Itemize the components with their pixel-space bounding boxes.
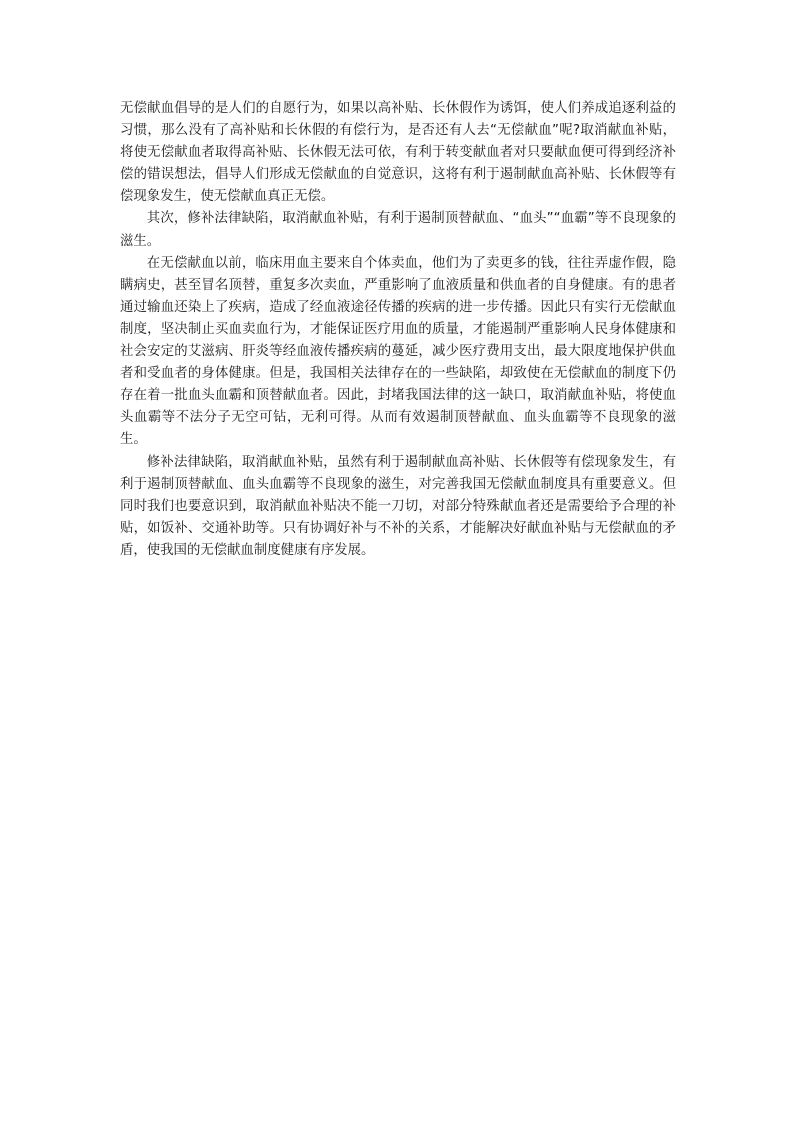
paragraph-1: 无偿献血倡导的是人们的自愿行为，如果以高补贴、长休假作为诱饵，使人们养成追逐利益的习惯，那么没有了高补贴和长休假的有偿行为，是否还有人去“无偿献血”呢?取消献血补贴，将使无偿献血者取得高补贴、长休假无法可依，有利于转变献血者对只要献血便可得到经济补偿的错误想法，倡导人们形成无偿献血的自觉意识，这将有利于遏制献血高补贴、长休假等有偿现象发生，使无偿献血真正无偿。 — [120, 101, 676, 205]
paragraph-3: 在无偿献血以前，临床用血主要来自个体卖血，他们为了卖更多的钱，往往弄虚作假，隐瞒病史，甚至冒名顶替，重复多次卖血，严重影响了血液质量和供血者的自身健康。有的患者通过输血还染上了疾病，造成了经血液途径传播的疾病的进一步传播。因此只有实行无偿献血制度，坚决制止买血卖血行为，才能保证医疗用血的质量，才能遏制严重影响人民身体健康和社会安定的艾滋病、肝炎等经血液传播疾病的蔓延，减少医疗费用支出，最大限度地保护供血者和受血者的身体健康。但是，我国相关法律存在的一些缺陷，却致使在无偿献血的制度下仍存在着一批血头血霸和顶替献血者。因此，封堵我国法律的这一缺口，取消献血补贴，将使血头血霸等不法分子无空可钻，无利可得。从而有效遏制顶替献血、血头血霸等不良现象的滋生。 — [120, 255, 676, 448]
paragraph-4: 修补法律缺陷，取消献血补贴，虽然有利于遏制献血高补贴、长休假等有偿现象发生，有利于遏制顶替献血、血头血霸等不良现象的滋生，对完善我国无偿献血制度具有重要意义。但同时我们也要意识到，取消献血补贴决不能一刀切，对部分特殊献血者还是需要给予合理的补贴，如饭补、交通补助等。只有协调好补与不补的关系，才能解决好献血补贴与无偿献血的矛盾，使我国的无偿献血制度健康有序发展。 — [120, 454, 676, 558]
document-body — [120, 98, 676, 562]
paragraph-2: 其次，修补法律缺陷，取消献血补贴，有利于遏制顶替献血、“血头”“血霸”等不良现象的滋生。 — [120, 211, 676, 249]
